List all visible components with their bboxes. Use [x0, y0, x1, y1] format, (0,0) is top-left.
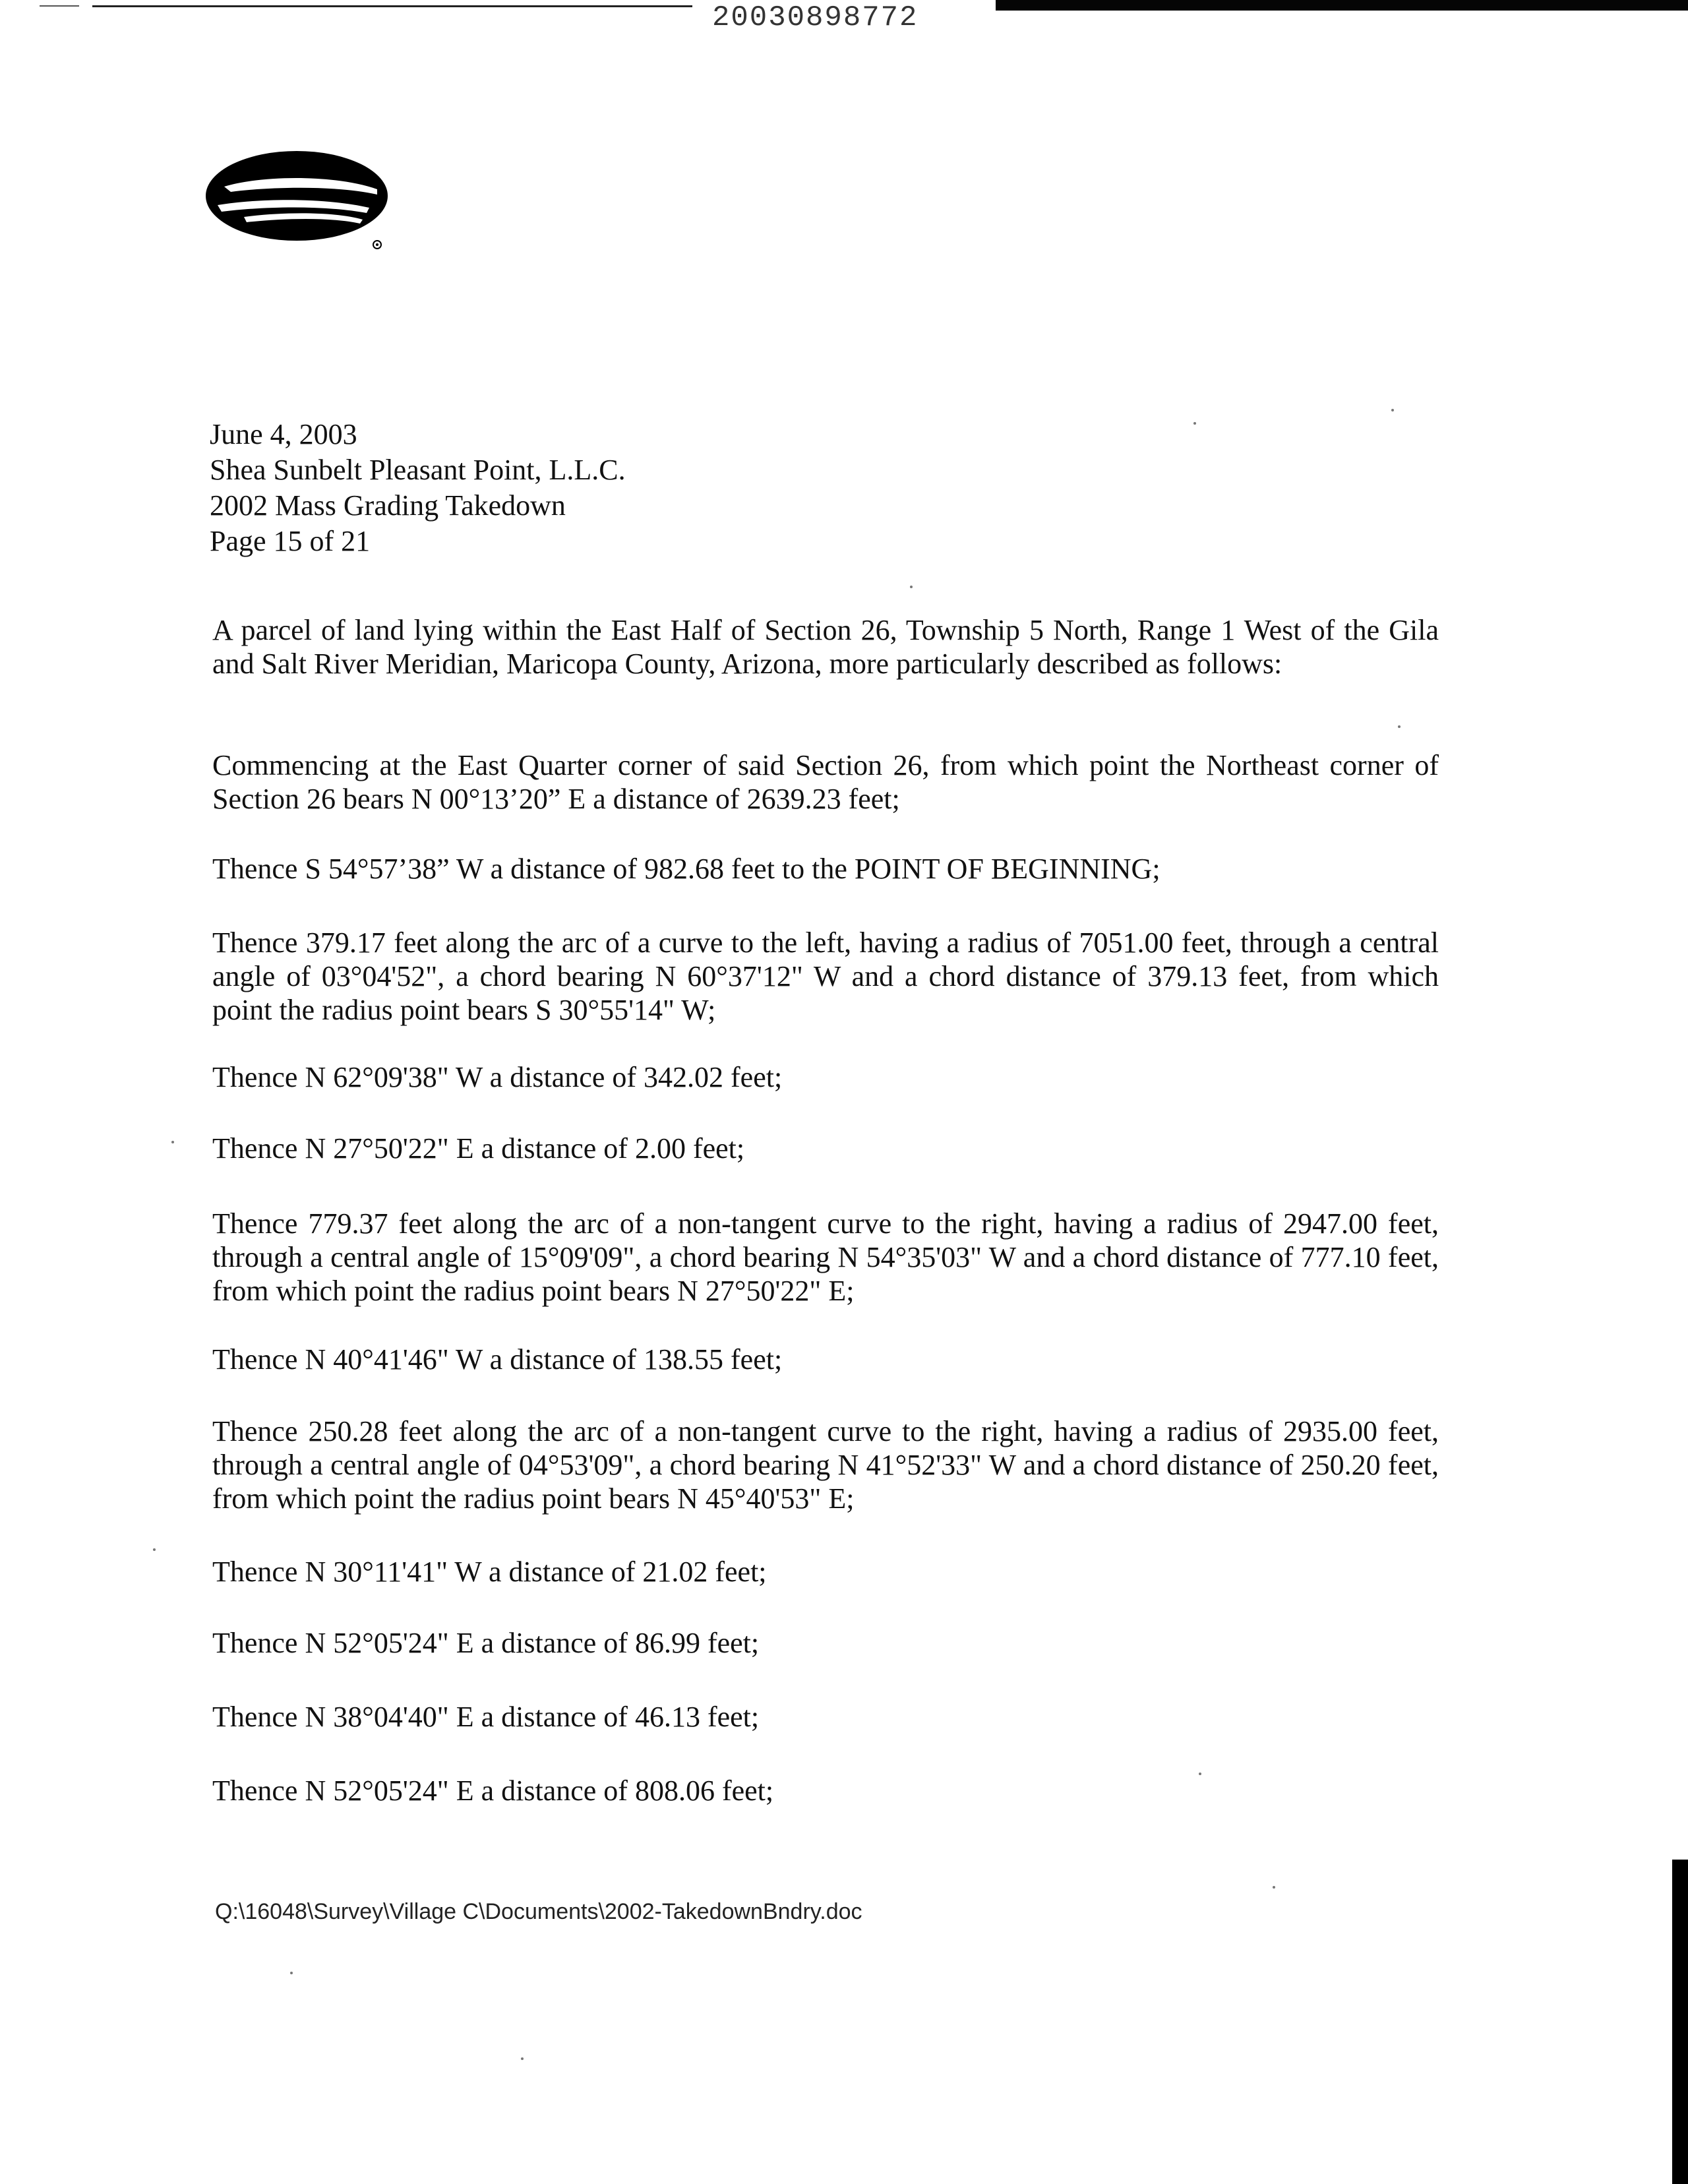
scan-speck [1193, 422, 1196, 425]
scan-top-rule [92, 5, 692, 7]
scan-top-black-bar [996, 0, 1688, 11]
scan-speck [521, 2057, 524, 2060]
recording-number: 20030898772 [712, 1, 919, 34]
paragraph-course-6: Thence N 38°04'40" E a distance of 46.13 feet; [212, 1701, 760, 1733]
scan-speck [910, 586, 913, 588]
paragraph-curve-3: Thence 250.28 feet along the arc of a non-tangent curve to the right, having a radius of 2935.00 feet, through a central angle of 04°53'09", a chord bearing N 41°52'33" W and a chord distance of 250.20 feet, from which point the radius point bears N 45°40'53" E; [212, 1415, 1439, 1515]
paragraph-parcel-description: A parcel of land lying within the East Half of Section 26, Township 5 North, Range 1 West of the Gila and Salt River Meridian, Maricopa County, Arizona, more particularly described as follows: [212, 614, 1439, 680]
paragraph-course-2: Thence N 27°50'22" E a distance of 2.00 feet; [212, 1132, 745, 1165]
file-path-footer: Q:\16048\Survey\Village C\Documents\2002-TakedownBndry.doc [215, 1899, 862, 1924]
scan-speck [290, 1972, 293, 1974]
scan-speck [1391, 409, 1394, 411]
paragraph-commencing: Commencing at the East Quarter corner of said Section 26, from which point the Northeast corner of Section 26 bears N 00°13’20” E a distance of 2639.23 feet; [212, 749, 1439, 815]
paragraph-course-7: Thence N 52°05'24" E a distance of 808.06 feet; [212, 1774, 774, 1807]
paragraph-point-of-beginning: Thence S 54°57’38” W a distance of 982.68 feet to the POINT OF BEGINNING; [212, 853, 1160, 885]
paragraph-curve-2: Thence 779.37 feet along the arc of a non-tangent curve to the right, having a radius of 2947.00 feet, through a central angle of 15°09'09", a chord bearing N 54°35'03" W and a chord distance of 777.10 feet, from which point the radius point bears N 27°50'22" E; [212, 1207, 1439, 1307]
shea-s-logo-icon [204, 148, 402, 254]
letter-header [210, 417, 626, 559]
paragraph-course-5: Thence N 52°05'24" E a distance of 86.99 feet; [212, 1627, 760, 1659]
scan-speck [1398, 725, 1401, 728]
company-name: Shea Sunbelt Pleasant Point, L.L.C. [210, 454, 626, 486]
scan-speck [1273, 1886, 1275, 1889]
paragraph-course-1: Thence N 62°09'38" W a distance of 342.02 feet; [212, 1061, 783, 1093]
paragraph-course-3: Thence N 40°41'46" W a distance of 138.55 feet; [212, 1343, 783, 1376]
project-name: 2002 Mass Grading Takedown [210, 489, 566, 522]
scan-right-edge-bar [1672, 1860, 1688, 2184]
document-date: June 4, 2003 [210, 418, 357, 450]
page-number: Page 15 of 21 [210, 525, 371, 557]
paragraph-course-4: Thence N 30°11'41" W a distance of 21.02 feet; [212, 1556, 767, 1588]
scan-speck [1199, 1773, 1201, 1775]
scan-speck [171, 1141, 174, 1143]
paragraph-curve-1: Thence 379.17 feet along the arc of a curve to the left, having a radius of 7051.00 feet, through a central angle of 03°04'52", a chord bearing N 60°37'12" W and a chord distance of 379.13 feet, from which point the radius point bears S 30°55'14" W; [212, 926, 1439, 1026]
scan-edge-dash [40, 5, 79, 7]
scan-speck [153, 1548, 156, 1551]
